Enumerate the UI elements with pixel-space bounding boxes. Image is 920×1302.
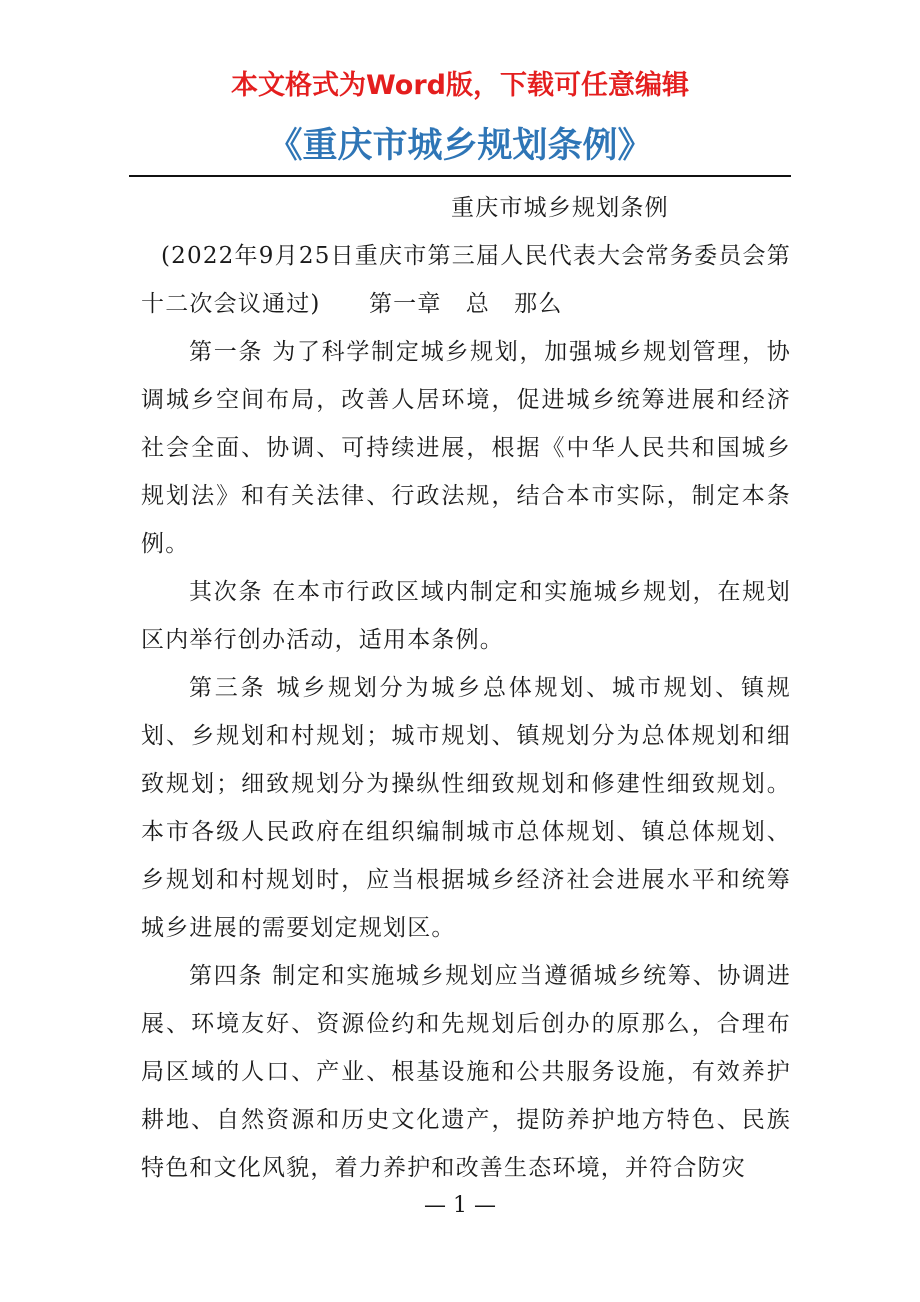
download-banner: 本文格式为Word版，下载可任意编辑 bbox=[230, 70, 689, 101]
preamble: (2022年9月25日重庆市第三届人民代表大会常务委员会第十二次会议通过) 第一章 总 那么 bbox=[141, 243, 791, 317]
article-2: 其次条 在本市行政区域内制定和实施城乡规划，在规划区内举行创办活动，适用本条例。 bbox=[141, 579, 791, 653]
document-subtitle: 重庆市城乡规划条例 bbox=[451, 195, 669, 221]
article-3: 第三条 城乡规划分为城乡总体规划、城市规划、镇规划、乡规划和村规划；城市规划、镇规划分为总体规划和细致规划；细致规划分为操纵性细致规划和修建性细致规划。本市各级人民政府在组织编制城市总体规划、镇总体规划、乡规划和村规划时，应当根据城乡经济社会进展水平和统筹城乡进展的需要划定规划区。 bbox=[141, 675, 791, 941]
article-4: 第四条 制定和实施城乡规划应当遵循城乡统筹、协调进展、环境友好、资源俭约和先规划后创办的原那么，合理布局区域的人口、产业、根基设施和公共服务设施，有效养护耕地、自然资源和历史文化遗产，提防养护地方特色、民族特色和文化风貌，着力养护和改善生态环境，并符合防灾 bbox=[141, 963, 791, 1181]
document-title: 《重庆市城乡规划条例》 bbox=[267, 126, 653, 166]
article-1: 第一条 为了科学制定城乡规划，加强城乡规划管理，协调城乡空间布局，改善人居环境，促进城乡统筹进展和经济社会全面、协调、可持续进展，根据《中华人民共和国城乡规划法》和有关法律、行政法规，结合本市实际，制定本条例。 bbox=[141, 339, 791, 557]
page-number: — 1 — bbox=[424, 1193, 496, 1218]
document-body bbox=[141, 184, 791, 1192]
header-rule bbox=[129, 175, 791, 177]
